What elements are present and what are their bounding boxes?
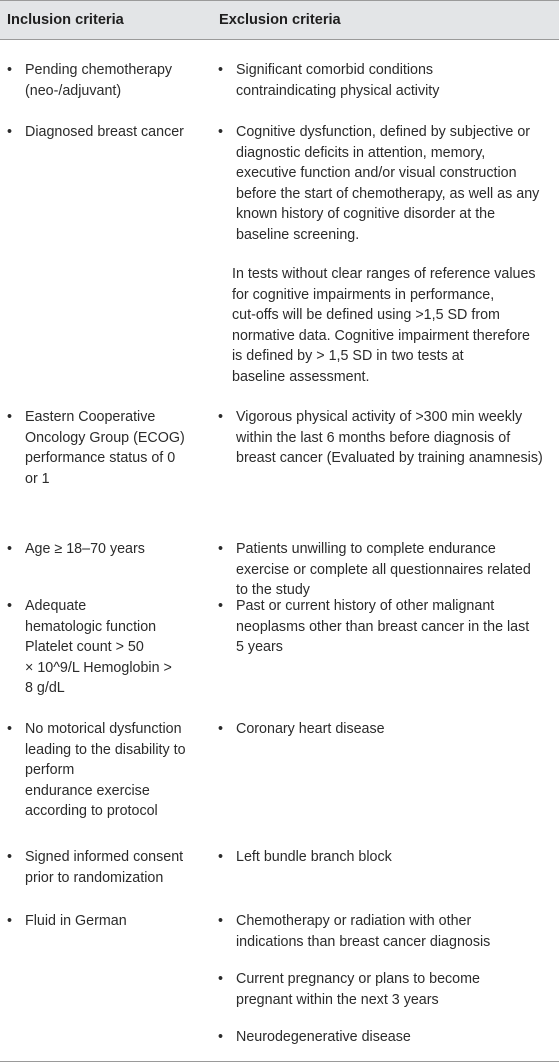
exclusion-note bbox=[232, 264, 536, 387]
criterion-line: Diagnosed breast cancer bbox=[25, 124, 184, 140]
note-line: baseline assessment. bbox=[232, 368, 370, 385]
criterion-text bbox=[236, 122, 539, 245]
bullet-icon: • bbox=[7, 598, 13, 614]
table-header bbox=[0, 1, 559, 40]
criterion-text bbox=[236, 596, 529, 658]
note-line: In tests without clear ranges of reference values bbox=[232, 266, 536, 282]
criterion-line: Age ≥ 18–70 years bbox=[25, 541, 145, 557]
criterion-text bbox=[236, 539, 531, 601]
criterion-line: prior to randomization bbox=[25, 869, 164, 886]
bullet-icon: • bbox=[218, 971, 224, 987]
criterion-line: performance status of 0 bbox=[25, 450, 176, 466]
criterion-line: pregnant within the next 3 years bbox=[236, 991, 439, 1008]
criterion-line: Coronary heart disease bbox=[236, 721, 385, 737]
criterion-line: Adequate bbox=[25, 598, 87, 614]
criterion-line: or 1 bbox=[25, 470, 50, 487]
criterion-line: 5 years bbox=[236, 639, 283, 655]
bullet-icon: • bbox=[218, 849, 224, 865]
criterion-line: Past or current history of other malignant bbox=[236, 598, 495, 614]
bullet-icon: • bbox=[7, 541, 13, 557]
criterion-line: perform bbox=[25, 762, 75, 778]
bullet-icon: • bbox=[7, 409, 13, 425]
criterion-line: × 10^9/L Hemoglobin > bbox=[25, 659, 172, 676]
bullet-icon: • bbox=[218, 913, 224, 929]
criterion-line: according to protocol bbox=[25, 803, 158, 819]
criterion-line: leading to the disability to bbox=[25, 741, 186, 758]
bullet-icon: • bbox=[218, 541, 224, 557]
criterion-line: Significant comorbid conditions bbox=[236, 62, 434, 78]
criterion-text bbox=[236, 719, 385, 740]
inclusion-header: Inclusion criteria bbox=[7, 12, 124, 28]
criterion-line: Chemotherapy or radiation with other bbox=[236, 913, 472, 929]
criterion-line: within the last 6 months before diagnosis of bbox=[236, 429, 511, 446]
bullet-icon: • bbox=[7, 913, 13, 929]
criterion-text bbox=[25, 911, 127, 932]
criterion-line: Left bundle branch block bbox=[236, 849, 392, 865]
note-line: cut-offs will be defined using >1,5 SD from bbox=[232, 307, 500, 323]
criterion-line: hematologic function bbox=[25, 618, 157, 635]
criterion-text bbox=[236, 60, 439, 101]
bullet-icon: • bbox=[7, 124, 13, 140]
criterion-text bbox=[236, 969, 480, 1010]
criterion-line: Oncology Group (ECOG) bbox=[25, 429, 185, 446]
criterion-text bbox=[25, 122, 184, 143]
criterion-line: indications than breast cancer diagnosis bbox=[236, 933, 491, 950]
note-line: for cognitive impairments in performance, bbox=[232, 286, 495, 303]
criterion-line: Pending chemotherapy bbox=[25, 62, 173, 78]
criterion-line: exercise or complete all questionnaires related bbox=[236, 561, 531, 578]
criterion-text bbox=[25, 60, 172, 101]
criterion-text bbox=[236, 407, 543, 469]
criterion-line: 8 g/dL bbox=[25, 680, 65, 696]
bullet-icon: • bbox=[7, 62, 13, 78]
criterion-line: No motorical dysfunction bbox=[25, 721, 182, 737]
criterion-text bbox=[25, 596, 172, 699]
bullet-icon: • bbox=[218, 62, 224, 78]
criterion-text bbox=[236, 847, 392, 868]
criterion-text bbox=[25, 539, 145, 560]
criterion-line: Patients unwilling to complete endurance bbox=[236, 541, 496, 557]
criterion-line: contraindicating physical activity bbox=[236, 82, 440, 99]
bullet-icon: • bbox=[218, 1029, 224, 1045]
bullet-icon: • bbox=[7, 849, 13, 865]
criterion-line: endurance exercise bbox=[25, 782, 150, 799]
criterion-line: Vigorous physical activity of >300 min weekly bbox=[236, 409, 523, 425]
criterion-text bbox=[25, 847, 183, 888]
criterion-text bbox=[236, 911, 490, 952]
bullet-icon: • bbox=[218, 598, 224, 614]
criterion-line: diagnostic deficits in attention, memory, bbox=[236, 144, 486, 161]
note-line: is defined by > 1,5 SD in two tests at bbox=[232, 348, 464, 364]
note-line: normative data. Cognitive impairment therefore bbox=[232, 327, 530, 344]
criterion-line: executive function and/or visual construction bbox=[236, 165, 517, 181]
criterion-line: breast cancer (Evaluated by training anamnesis) bbox=[236, 450, 543, 466]
criterion-line: before the start of chemotherapy, as well as any bbox=[236, 185, 540, 202]
criterion-line: Signed informed consent bbox=[25, 849, 184, 865]
bullet-icon: • bbox=[7, 721, 13, 737]
criterion-text bbox=[236, 1027, 411, 1048]
criterion-line: Platelet count > 50 bbox=[25, 639, 144, 655]
exclusion-header: Exclusion criteria bbox=[219, 12, 341, 28]
criterion-text bbox=[25, 719, 186, 822]
bullet-icon: • bbox=[218, 124, 224, 140]
criterion-line: known history of cognitive disorder at the bbox=[236, 206, 496, 222]
criterion-line: Eastern Cooperative bbox=[25, 409, 156, 425]
criterion-line: baseline screening. bbox=[236, 226, 360, 243]
criterion-text bbox=[25, 407, 185, 489]
bullet-icon: • bbox=[218, 721, 224, 737]
criterion-line: neoplasms other than breast cancer in the last bbox=[236, 618, 530, 635]
criterion-line: Neurodegenerative disease bbox=[236, 1029, 411, 1045]
criterion-line: Current pregnancy or plans to become bbox=[236, 971, 480, 987]
criterion-line: Fluid in German bbox=[25, 913, 127, 929]
criterion-line: to the study bbox=[236, 582, 310, 598]
criterion-line: Cognitive dysfunction, defined by subjective or bbox=[236, 124, 531, 140]
bullet-icon: • bbox=[218, 409, 224, 425]
criterion-line: (neo-/adjuvant) bbox=[25, 82, 122, 99]
